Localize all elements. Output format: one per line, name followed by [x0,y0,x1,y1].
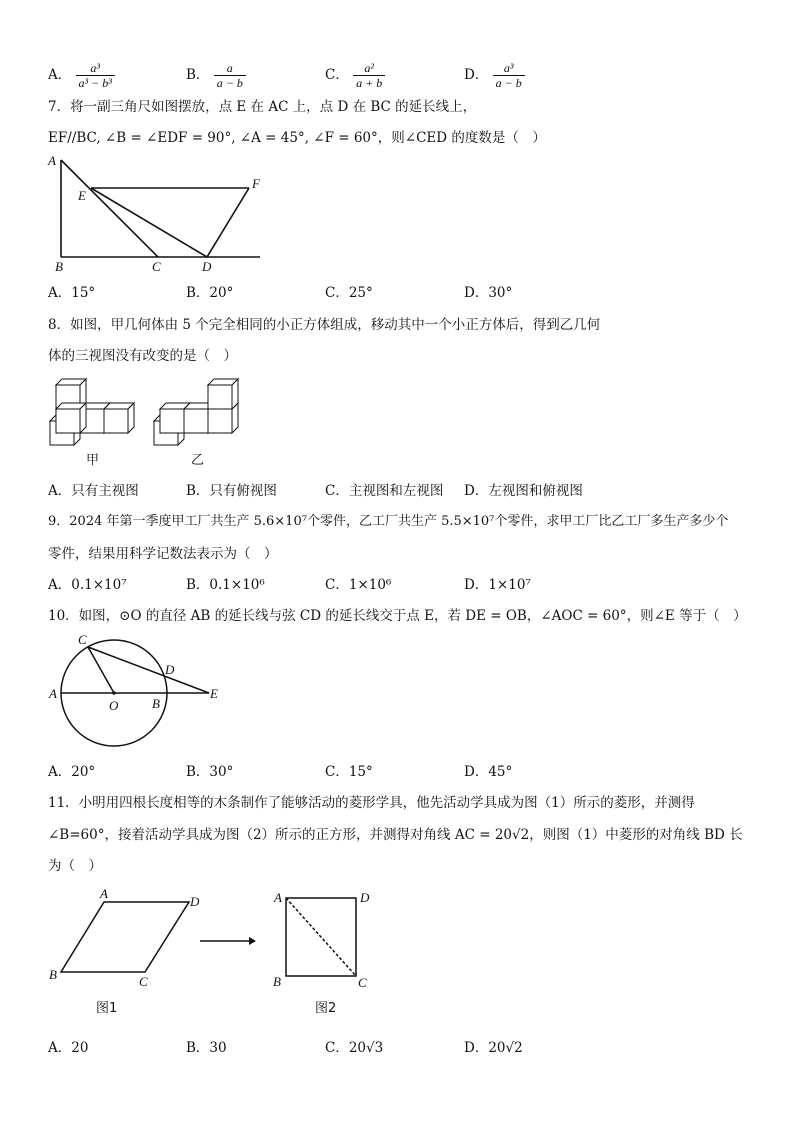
ac-hypotenuse [61,160,158,257]
q7-option-d: D．30° [464,285,513,301]
q8-option-c: C．主视图和左视图 [325,483,444,499]
label-e: E [210,686,218,701]
q9-stem-line2: 零件，结果用科学记数法表示为（ ） [48,546,278,562]
label-e: E [78,188,86,203]
q7-triangle-figure [40,150,280,275]
q10-stem: 10．如图，⊙O 的直径 AB 的延长线与弦 CD 的延长线交于点 E，若 DE = OB，∠AOC = 60°，则∠E 等于（ ） [48,608,747,624]
q8-cube-figures [44,376,254,471]
label-a: A [48,153,56,168]
q10-option-b: B．30° [186,764,234,780]
q7-stem-line2: EF//BC, ∠B = ∠EDF = 90°, ∠A = 45°, ∠F = 60°，则∠CED 的度数是（ ） [48,130,546,146]
fig2-caption: 图2 [315,1001,337,1016]
label-o: O [109,698,119,713]
diagonal-ac [286,898,356,976]
q9-option-d: D．1×10⁷ [464,577,531,593]
ed-line [91,188,207,257]
q8-stem-line2: 体的三视图没有改变的是（ ） [48,348,237,364]
oc-radius [88,647,114,693]
label-d: D [202,259,212,274]
label-yi: 乙 [191,453,205,468]
center-dot [112,691,116,695]
label-c: C [152,259,161,274]
rhombus-abcd [61,902,189,972]
q10-option-d: D．45° [464,764,513,780]
q6-option-a: A． $\frac{\text{a³}}{\text{a³ − b³}}$ [48,61,115,90]
fig1-caption: 图1 [96,1001,118,1016]
fig1-label-d: D [190,894,200,909]
jia-solid [50,379,134,445]
label-f: F [252,176,260,191]
q8-stem-line1: 8．如图，甲几何体由 5 个完全相同的小正方体组成，移动其中一个小正方体后，得到乙几何 [48,317,601,333]
q8-option-b: B．只有俯视图 [186,483,277,499]
q7-option-c: C．25° [325,285,373,301]
q11-option-d: D．20√2 [464,1040,523,1056]
q9-option-a: A．0.1×10⁷ [48,577,127,593]
fig2-label-b: B [273,974,281,989]
q7-stem-line1: 7．将一副三角尺如图摆放，点 E 在 AC 上，点 D 在 BC 的延长线上， [48,99,477,115]
label-a: A [49,686,57,701]
q6-option-d: D． $\frac{\text{a³}}{a - b}$ [464,61,525,90]
label-jia: 甲 [86,453,100,468]
q6-option-c: C． $\frac{\text{a²}}{a + b}$ [325,61,385,90]
label-b: B [55,259,63,274]
arrow-head-icon [249,937,256,945]
q10-option-c: C．15° [325,764,373,780]
q9-option-b: B．0.1×10⁶ [186,577,265,593]
q10-option-a: A．20° [48,764,96,780]
fig1-label-b: B [49,967,57,982]
fd-line [207,188,249,257]
fig1-label-a: A [100,886,108,901]
label-b: B [152,696,160,711]
q7-option-b: B．20° [186,285,234,301]
q9-option-c: C．1×10⁶ [325,577,392,593]
q11-figures [44,886,384,1021]
label-d: D [165,662,175,677]
fig2-label-c: C [358,975,367,990]
q11-stem-line2: ∠B=60°，接着活动学具成为图（2）所示的正方形，并测得对角线 AC = 20√2，则图（1）中菱形的对角线 BD 长 [48,827,743,843]
q10-circle-figure [44,630,234,755]
q11-option-c: C．20√3 [325,1040,384,1056]
q11-option-a: A．20 [48,1040,89,1056]
fig2-label-d: D [360,890,370,905]
q8-option-d: D．左视图和俯视图 [464,483,583,499]
q9-stem-line1: 9．2024 年第一季度甲工厂共生产 5.6×10⁷个零件，乙工厂共生产 5.5×10⁷个零件，求甲工厂比乙工厂多生产多少个 [48,514,729,529]
label-c: C [78,632,87,647]
q11-stem-line1: 11．小明用四根长度相等的木条制作了能够活动的菱形学具，他先活动学具成为图（1）所示的菱形，并测得 [48,795,695,811]
q7-option-a: A．15° [48,285,96,301]
ce-line [88,647,209,693]
q8-option-a: A．只有主视图 [48,483,139,499]
yi-solid [154,379,238,445]
q11-option-b: B．30 [186,1040,227,1056]
fig1-label-c: C [139,974,148,989]
q6-option-b: B． $\frac{a}{a - b}$ [186,61,246,90]
fig2-label-a: A [274,890,282,905]
q11-stem-line3: 为（ ） [48,858,102,874]
